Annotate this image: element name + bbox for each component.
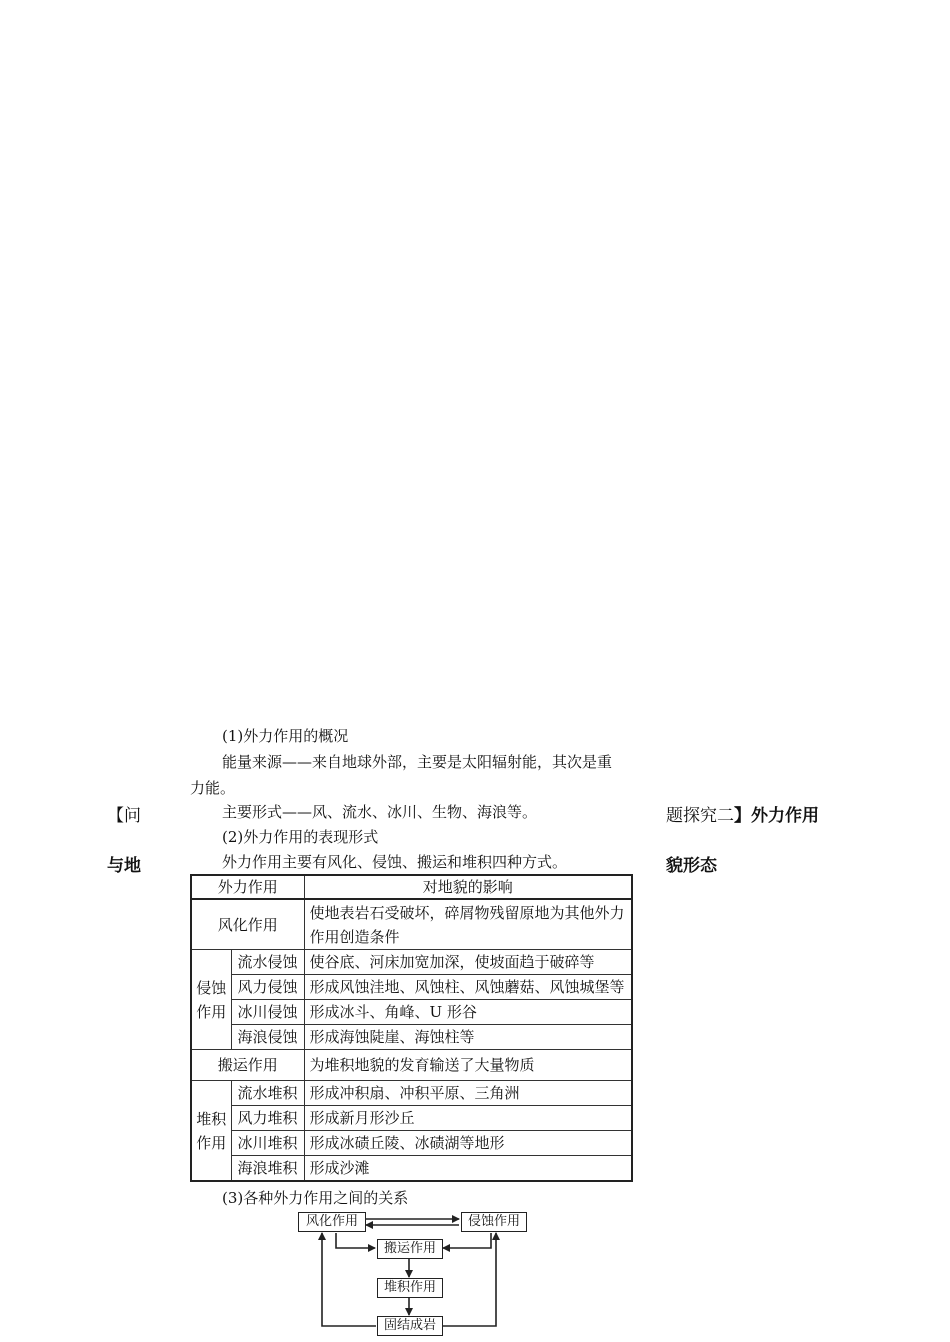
arrow-lithification-to-erosion: [443, 1233, 496, 1326]
table-row: [191, 899, 632, 950]
erosion-group-label: [191, 950, 231, 1050]
side-title-right-1b: 】外力作用: [734, 806, 819, 826]
arrow-weathering-to-transport: [336, 1233, 375, 1248]
table-row: [191, 1025, 632, 1050]
table-header-row: [191, 875, 632, 899]
section-heading-overview: (1)外力作用的概况: [222, 727, 349, 745]
side-title-right-1a: 题探究二: [666, 806, 734, 826]
erosion-type: 风力侵蚀: [231, 975, 304, 1000]
main-forms-line: 主要形式——风、流水、冰川、生物、海浪等。: [222, 803, 538, 821]
deposition-type: 冰川堆积: [231, 1131, 304, 1156]
table-row: [191, 950, 632, 975]
flow-transport-box: 搬运作用: [377, 1239, 443, 1259]
header-effect: 对地貌的影响: [304, 875, 632, 899]
deposition-group-label: [191, 1081, 231, 1182]
weathering-label: 风化作用: [191, 899, 304, 950]
intro-line: 外力作用主要有风化、侵蚀、搬运和堆积四种方式。: [222, 853, 568, 871]
transport-label: 搬运作用: [191, 1050, 304, 1081]
flow-lithification-box: 固结成岩: [377, 1316, 443, 1336]
energy-source-line-cont: 力能。: [190, 779, 236, 797]
side-title-left-1: 【问: [107, 806, 141, 826]
side-title-right-1: [666, 801, 819, 826]
deposition-type: 流水堆积: [231, 1081, 304, 1106]
erosion-type: 流水侵蚀: [231, 950, 304, 975]
side-title-left-2: 与地: [107, 856, 141, 876]
erosion-group-line1: 侵蚀: [196, 978, 227, 997]
section-heading-relations: (3)各种外力作用之间的关系: [222, 1189, 409, 1207]
deposition-effect: 形成沙滩: [304, 1156, 632, 1182]
arrow-erosion-to-transport: [443, 1233, 491, 1248]
side-title-right-2: 貌形态: [666, 856, 717, 876]
erosion-effect: 使谷底、河床加宽加深，使坡面趋于破碎等: [304, 950, 632, 975]
deposition-group-line1: 堆积: [196, 1109, 227, 1128]
deposition-type: 海浪堆积: [231, 1156, 304, 1182]
erosion-effect: 形成风蚀洼地、风蚀柱、风蚀蘑菇、风蚀城堡等: [304, 975, 632, 1000]
energy-source-line: 能量来源——来自地球外部，主要是太阳辐射能，其次是重: [222, 753, 613, 771]
table-row: [191, 1000, 632, 1025]
weathering-effect: 使地表岩石受破坏，碎屑物残留原地为其他外力作用创造条件: [304, 899, 632, 950]
table-row: [191, 1156, 632, 1182]
header-force: 外力作用: [191, 875, 304, 899]
erosion-effect: 形成冰斗、角峰、U 形谷: [304, 1000, 632, 1025]
table-row: [191, 1081, 632, 1106]
table-row: [191, 1050, 632, 1081]
external-forces-table: [190, 874, 633, 1182]
deposition-type: 风力堆积: [231, 1106, 304, 1131]
erosion-group-line2: 作用: [196, 1002, 227, 1021]
erosion-type: 冰川侵蚀: [231, 1000, 304, 1025]
section-heading-forms: (2)外力作用的表现形式: [222, 828, 379, 846]
table-row: [191, 1131, 632, 1156]
erosion-effect: 形成海蚀陡崖、海蚀柱等: [304, 1025, 632, 1050]
arrow-lithification-to-weathering: [322, 1233, 376, 1326]
table-row: [191, 1106, 632, 1131]
flow-erosion-box: 侵蚀作用: [461, 1212, 527, 1232]
deposition-effect: 形成冲积扇、冲积平原、三角洲: [304, 1081, 632, 1106]
transport-effect: 为堆积地貌的发育输送了大量物质: [304, 1050, 632, 1081]
deposition-effect: 形成新月形沙丘: [304, 1106, 632, 1131]
deposition-effect: 形成冰碛丘陵、冰碛湖等地形: [304, 1131, 632, 1156]
flow-weathering-box: 风化作用: [298, 1212, 366, 1232]
table-row: [191, 975, 632, 1000]
deposition-group-line2: 作用: [196, 1133, 227, 1152]
erosion-type: 海浪侵蚀: [231, 1025, 304, 1050]
flow-deposition-box: 堆积作用: [377, 1278, 443, 1298]
